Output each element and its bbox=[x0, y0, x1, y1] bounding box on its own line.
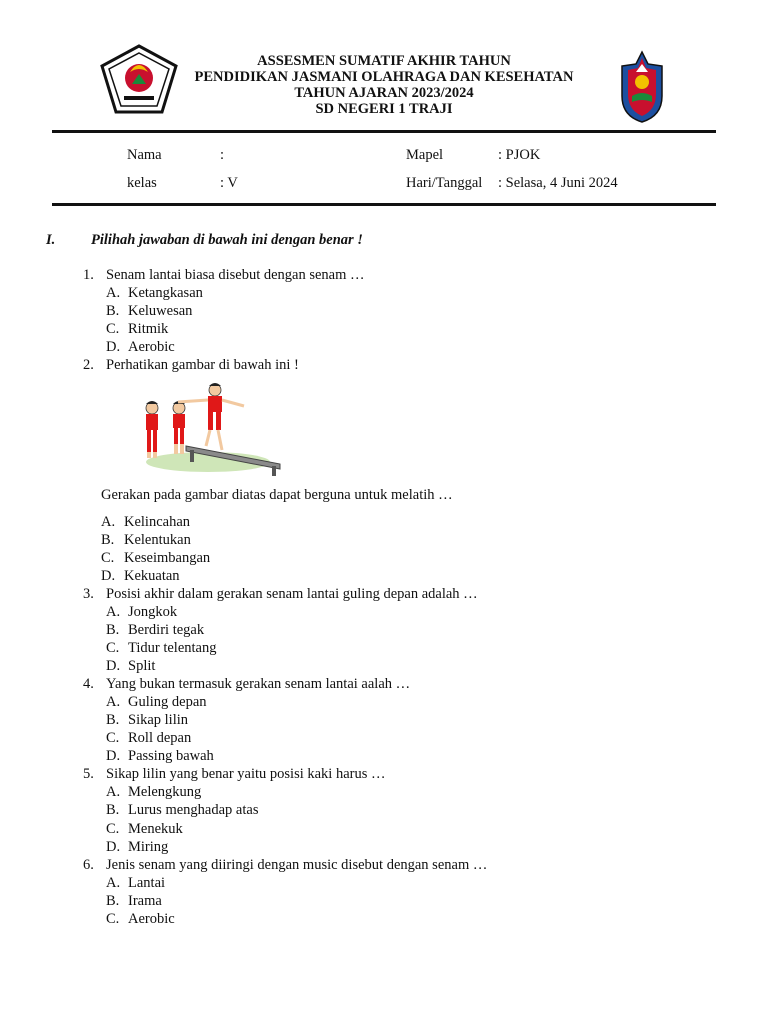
option-text: Passing bawah bbox=[128, 748, 214, 764]
section-number: I. bbox=[46, 232, 56, 248]
option-text: Aerobic bbox=[128, 911, 175, 927]
question-text: Yang bukan termasuk gerakan senam lantai aalah … bbox=[106, 676, 411, 692]
mapel-value: : PJOK bbox=[498, 147, 541, 163]
question-number: 2. bbox=[83, 357, 94, 373]
option-text: Roll depan bbox=[128, 730, 192, 746]
question-number: 3. bbox=[83, 586, 94, 602]
option-text: Keseimbangan bbox=[124, 550, 211, 566]
question-number: 5. bbox=[83, 766, 94, 782]
option-letter: A. bbox=[106, 875, 121, 891]
option-text: Kekuatan bbox=[124, 568, 180, 584]
question-text: Posisi akhir dalam gerakan senam lantai guling depan adalah … bbox=[106, 586, 478, 602]
option-letter: D. bbox=[106, 748, 121, 764]
nama-value: : bbox=[220, 147, 225, 163]
question-text: Senam lantai biasa disebut dengan senam … bbox=[106, 267, 365, 283]
option-letter: B. bbox=[101, 532, 115, 548]
option-text: Kelentukan bbox=[124, 532, 191, 548]
option-letter: B. bbox=[106, 303, 120, 319]
option-text: Kelincahan bbox=[124, 514, 191, 530]
option-text: Lantai bbox=[128, 875, 166, 891]
option-letter: A. bbox=[106, 604, 121, 620]
option-letter: B. bbox=[106, 893, 120, 909]
option-letter: D. bbox=[106, 839, 121, 855]
section-instruction: Pilihah jawaban di bawah ini dengan benar ! bbox=[91, 232, 363, 248]
option-text: Menekuk bbox=[128, 821, 183, 837]
info-divider bbox=[52, 203, 716, 206]
option-text: Sikap lilin bbox=[128, 712, 189, 728]
balance-beam-illustration bbox=[138, 380, 288, 480]
school-name: SD NEGERI 1 TRAJI bbox=[315, 101, 453, 117]
question-followup: Gerakan pada gambar diatas dapat berguna untuk melatih … bbox=[101, 487, 453, 503]
subject-title: PENDIDIKAN JASMANI OLAHRAGA DAN KESEHATAN bbox=[194, 69, 574, 85]
option-text: Jongkok bbox=[128, 604, 178, 620]
option-letter: C. bbox=[106, 640, 120, 656]
option-letter: C. bbox=[106, 821, 120, 837]
option-letter: A. bbox=[106, 784, 121, 800]
exam-title: ASSESMEN SUMATIF AKHIR TAHUN bbox=[257, 53, 511, 69]
option-letter: C. bbox=[101, 550, 115, 566]
option-text: Miring bbox=[128, 839, 169, 855]
option-text: Irama bbox=[128, 893, 162, 909]
mapel-label: Mapel bbox=[406, 147, 444, 163]
option-letter: A. bbox=[106, 694, 121, 710]
kelas-value: : V bbox=[220, 175, 238, 191]
option-letter: D. bbox=[106, 658, 121, 674]
option-text: Melengkung bbox=[128, 784, 202, 800]
question-number: 6. bbox=[83, 857, 94, 873]
question-number: 4. bbox=[83, 676, 94, 692]
option-letter: C. bbox=[106, 321, 120, 337]
header-divider bbox=[52, 130, 716, 133]
option-letter: B. bbox=[106, 802, 120, 818]
question-number: 1. bbox=[83, 267, 94, 283]
question-text: Perhatikan gambar di bawah ini ! bbox=[106, 357, 299, 373]
option-letter: C. bbox=[106, 911, 120, 927]
option-letter: D. bbox=[101, 568, 116, 584]
option-text: Tidur telentang bbox=[128, 640, 217, 656]
option-letter: A. bbox=[106, 285, 121, 301]
option-text: Berdiri tegak bbox=[128, 622, 205, 638]
option-letter: B. bbox=[106, 712, 120, 728]
hari-value: : Selasa, 4 Juni 2024 bbox=[498, 175, 618, 191]
option-text: Guling depan bbox=[128, 694, 207, 710]
hari-label: Hari/Tanggal bbox=[406, 175, 483, 191]
option-text: Ritmik bbox=[128, 321, 169, 337]
option-text: Split bbox=[128, 658, 156, 674]
option-letter: A. bbox=[101, 514, 116, 530]
option-text: Lurus menghadap atas bbox=[128, 802, 259, 818]
option-letter: D. bbox=[106, 339, 121, 355]
option-text: Aerobic bbox=[128, 339, 175, 355]
option-letter: B. bbox=[106, 622, 120, 638]
option-letter: C. bbox=[106, 730, 120, 746]
question-text: Jenis senam yang diiringi dengan music disebut dengan senam … bbox=[106, 857, 488, 873]
option-text: Keluwesan bbox=[128, 303, 193, 319]
nama-label: Nama bbox=[127, 147, 162, 163]
academic-year: TAHUN AJARAN 2023/2024 bbox=[294, 85, 474, 101]
kelas-label: kelas bbox=[127, 175, 157, 191]
option-text: Ketangkasan bbox=[128, 285, 203, 301]
question-text: Sikap lilin yang benar yaitu posisi kaki harus … bbox=[106, 766, 386, 782]
